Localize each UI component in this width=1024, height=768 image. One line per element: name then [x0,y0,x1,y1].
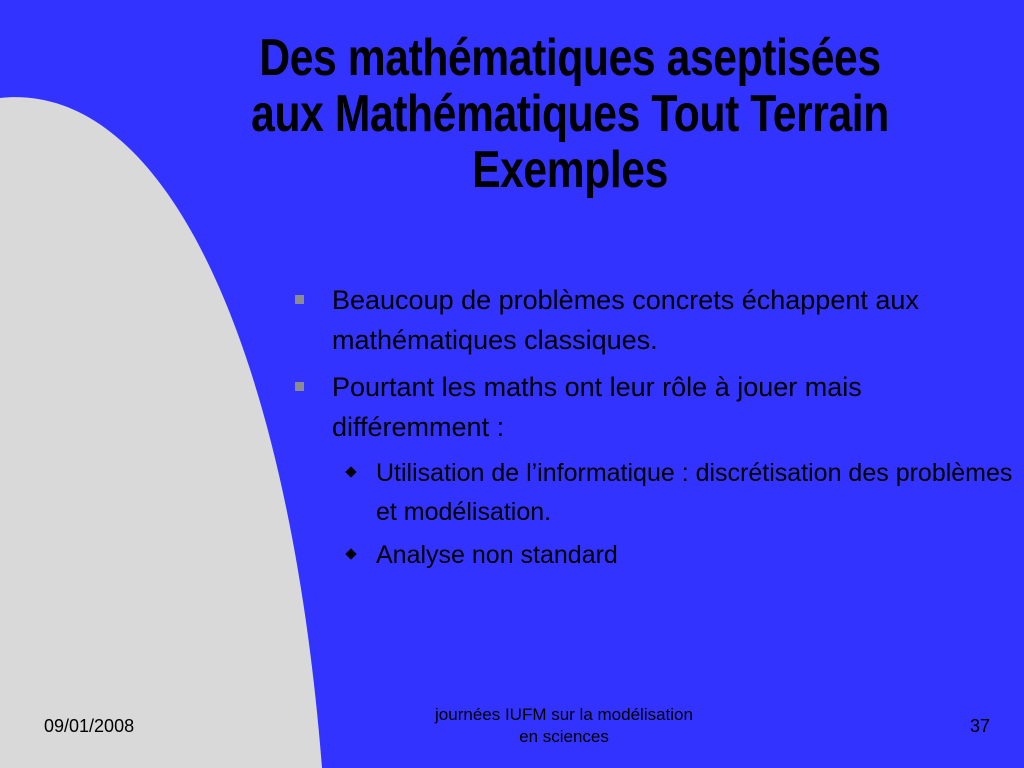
bullet-item [290,367,1020,447]
footer-title-line: journées IUFM sur la modélisation [435,705,693,724]
footer-title [392,704,736,748]
square-bullet-icon [295,382,304,391]
diamond-bullet-icon [345,466,356,477]
sub-bullet-item [334,454,1020,532]
bullet-text: Pourtant les maths ont leur rôle à jouer mais différemment : [332,372,862,442]
sub-bullet-text: Analyse non standard [376,541,618,569]
slide-title [201,30,939,198]
sub-bullet-text: Utilisation de l’informatique : discrétisation des problèmes et modélisation. [376,459,1013,526]
bullet-text: Beaucoup de problèmes concrets échappent aux mathématiques classiques. [332,285,919,355]
sub-bullet-item [334,536,1020,575]
bullet-item [290,280,1020,360]
diamond-bullet-icon [345,548,356,559]
title-line: Exemples [472,141,668,199]
title-line: Des mathématiques aseptisées [259,29,881,87]
page-number: 37 [969,716,990,736]
title-line: aux Mathématiques Tout Terrain [251,85,889,143]
footer-date: 09/01/2008 [44,716,135,736]
footer-title-line: en sciences [519,727,609,746]
bullet-list [290,280,1020,579]
square-bullet-icon [295,295,304,304]
